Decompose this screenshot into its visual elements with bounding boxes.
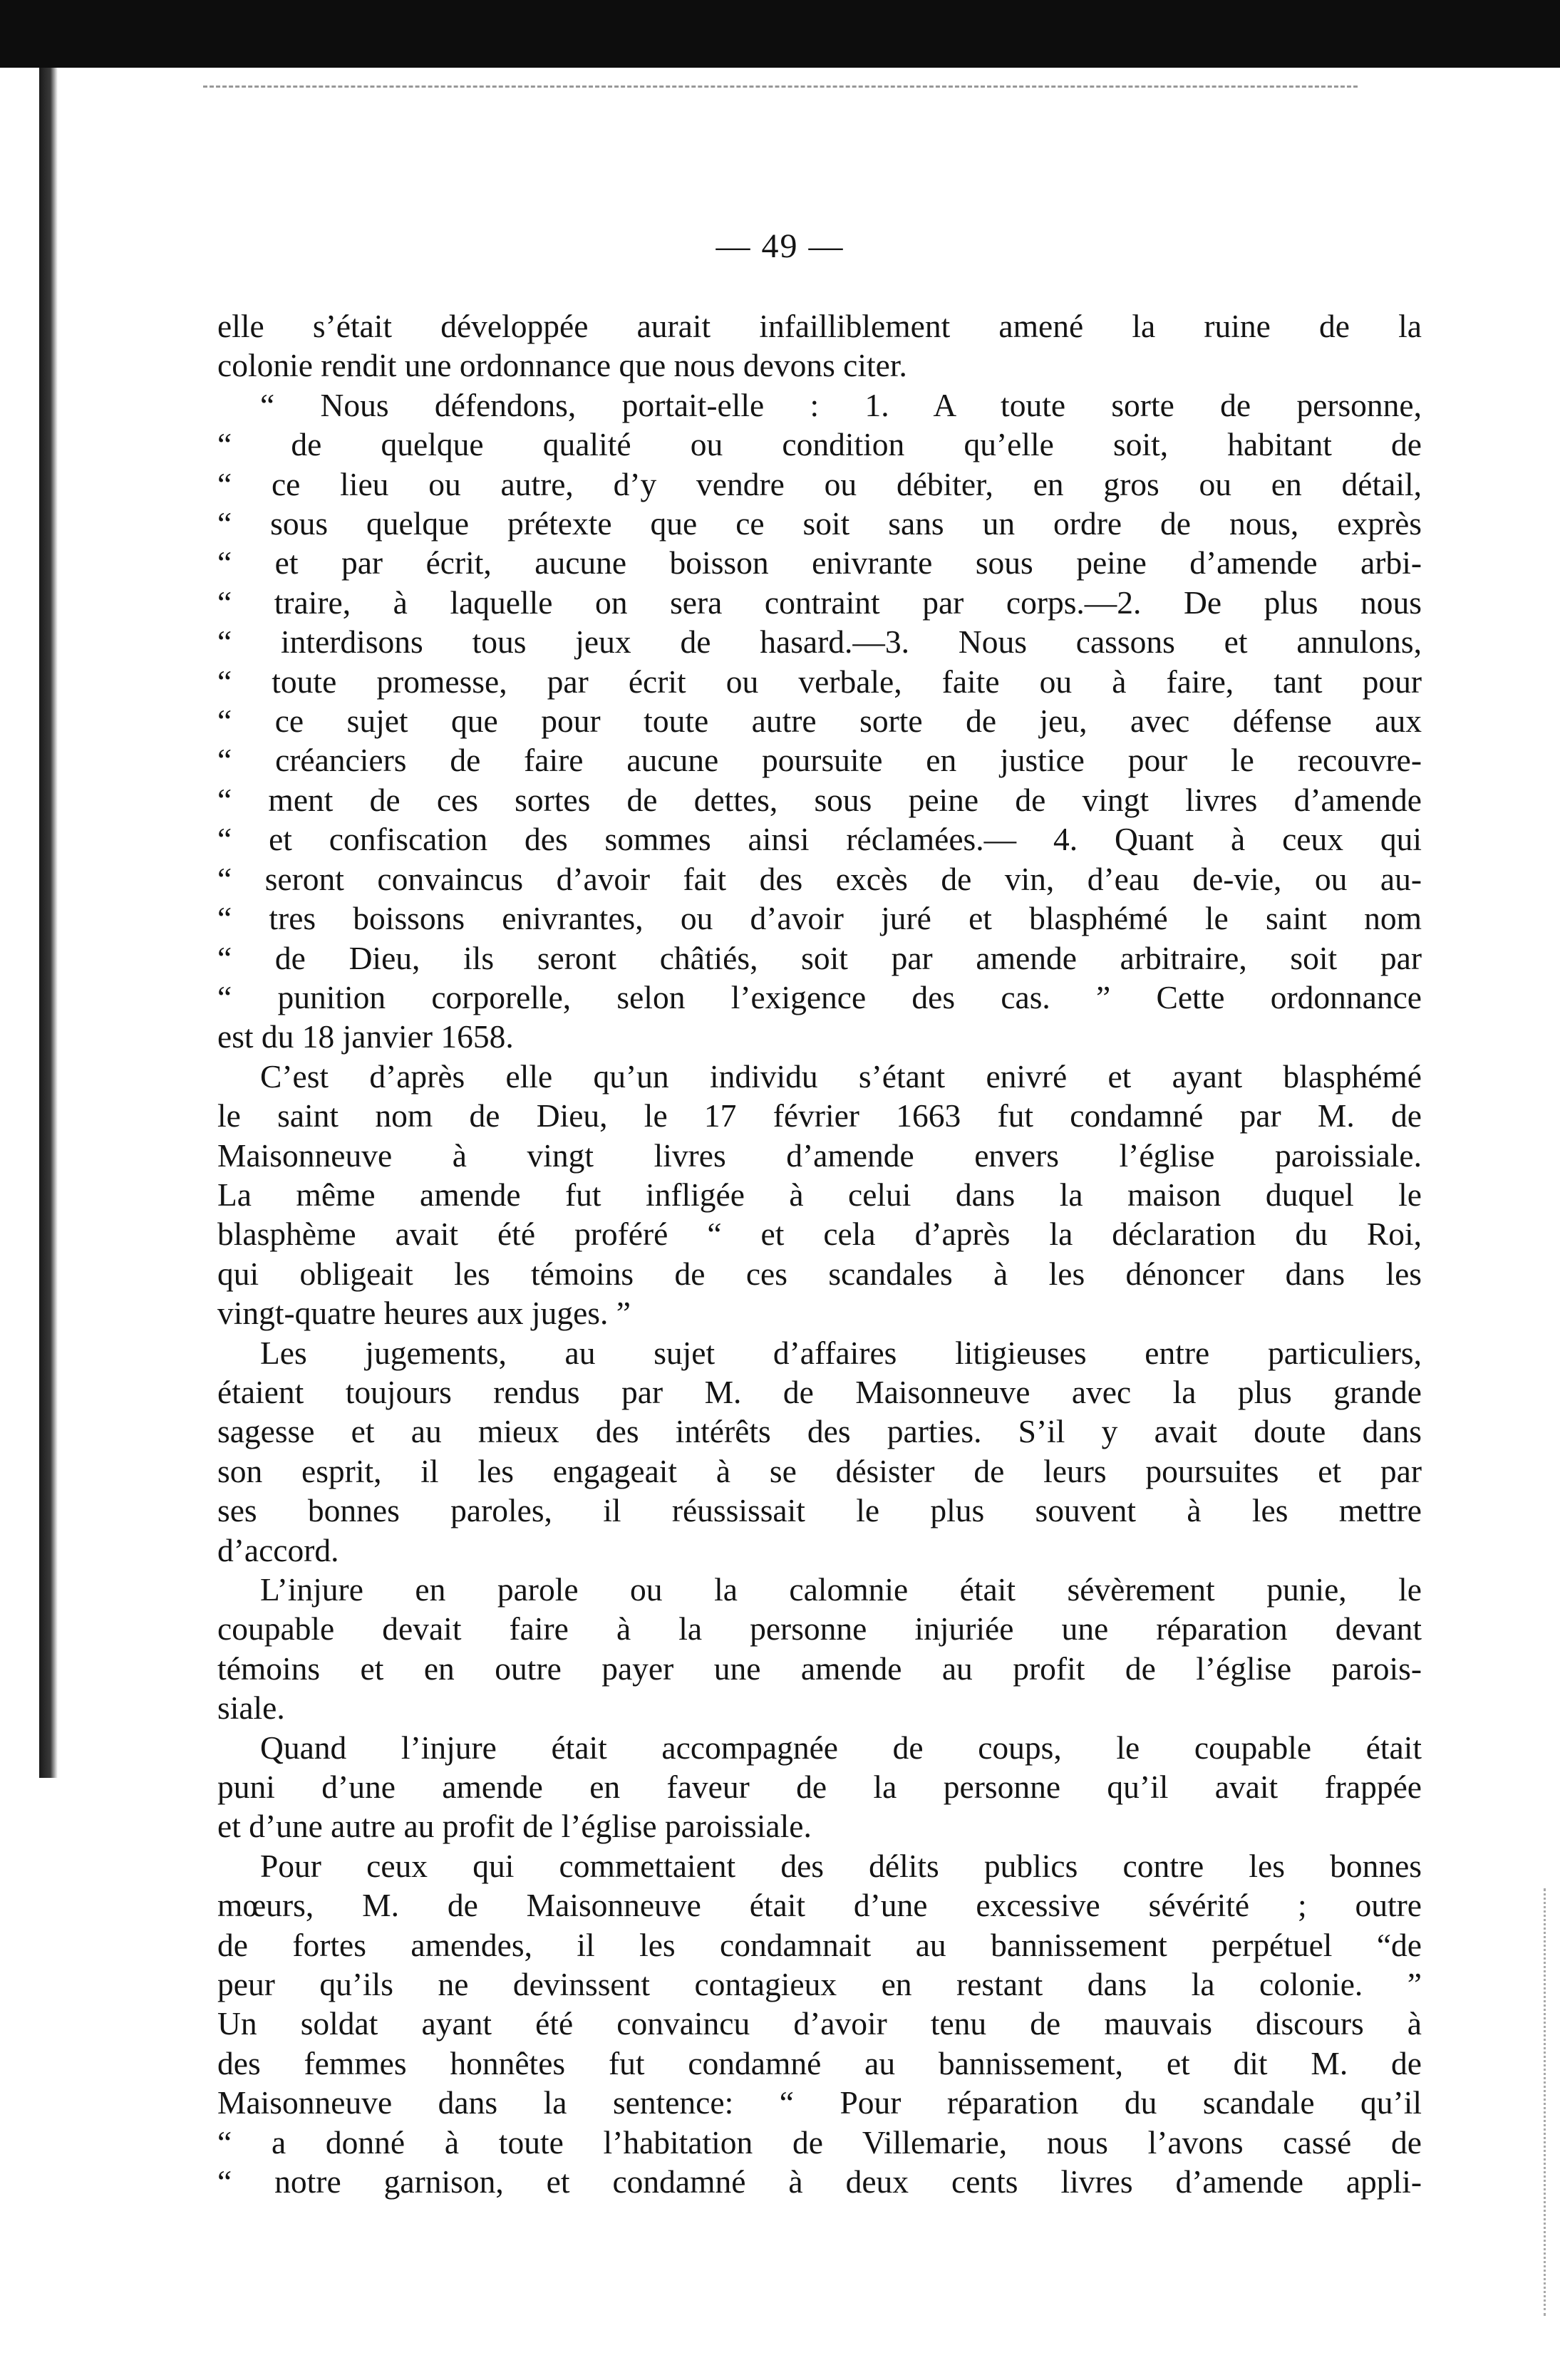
scan-artifact-line — [203, 86, 1358, 88]
text-line: “ punition corporelle, selon l’exigence des cas. ” Cette ordonnance — [217, 978, 1422, 1015]
text-line: “ et confiscation des sommes ainsi réclamées.— 4. Quant à ceux qui — [217, 821, 1422, 858]
text-line: “ et par écrit, aucune boisson enivrante sous peine d’amende arbi- — [217, 544, 1422, 581]
scan-artifact-right-edge — [1544, 1888, 1560, 2316]
text-line: “ ce lieu ou autre, d’y vendre ou débiter, en gros ou en détail, — [217, 465, 1422, 502]
text-line: de fortes amendes, il les condamnait au bannissement perpétuel “de — [217, 1926, 1422, 1963]
text-line: colonie rendit une ordonnance que nous devons citer. — [217, 347, 907, 384]
page-body-text — [217, 306, 1422, 2202]
text-line: et d’une autre au profit de l’église paroissiale. — [217, 1808, 812, 1845]
page-number: — 49 — — [716, 227, 844, 265]
text-line: “ ce sujet que pour toute autre sorte de jeu, avec défense aux — [217, 703, 1422, 740]
text-line: “ ment de ces sortes de dettes, sous peine de vingt livres d’amende — [217, 781, 1422, 818]
text-line: Quand l’injure était accompagnée de coups, le coupable était — [260, 1729, 1422, 1766]
text-line: “ seront convaincus d’avoir fait des excès de vin, d’eau de-vie, ou au- — [217, 860, 1422, 897]
text-line: coupable devait faire à la personne injuriée une réparation devant — [217, 1610, 1422, 1647]
text-line: qui obligeait les témoins de ces scandales à les dénoncer dans les — [217, 1255, 1422, 1292]
text-line: puni d’une amende en faveur de la personne qu’il avait frappée — [217, 1769, 1422, 1806]
text-line: Les jugements, au sujet d’affaires litigieuses entre particuliers, — [260, 1334, 1422, 1371]
text-line: des femmes honnêtes fut condamné au bannissement, et dit M. de — [217, 2044, 1422, 2081]
scan-border-left — [39, 68, 58, 1778]
text-line: “ a donné à toute l’habitation de Villemarie, nous l’avons cassé de — [217, 2123, 1422, 2161]
text-line: “ de Dieu, ils seront châtiés, soit par amende arbitraire, soit par — [217, 939, 1422, 976]
text-line: ses bonnes paroles, il réussissait le plus souvent à les mettre — [217, 1492, 1422, 1529]
text-line: “ sous quelque prétexte que ce soit sans un ordre de nous, exprès — [217, 505, 1422, 542]
text-line: “ toute promesse, par écrit ou verbale, faite ou à faire, tant pour — [217, 663, 1422, 700]
text-line: “ notre garnison, et condamné à deux cents livres d’amende appli- — [217, 2163, 1422, 2200]
text-line: Maisonneuve dans la sentence: “ Pour réparation du scandale qu’il — [217, 2084, 1422, 2121]
text-line: “ de quelque qualité ou condition qu’elle soit, habitant de — [217, 426, 1422, 463]
text-line: La même amende fut infligée à celui dans la maison duquel le — [217, 1176, 1422, 1213]
text-line: vingt-quatre heures aux juges. ” — [217, 1295, 631, 1332]
text-line: Un soldat ayant été convaincu d’avoir tenu de mauvais discours à — [217, 2005, 1422, 2042]
scan-border-top — [0, 0, 1560, 68]
text-line: Maisonneuve à vingt livres d’amende envers l’église paroissiale. — [217, 1137, 1422, 1174]
text-line: “ Nous défendons, portait-elle : 1. A toute sorte de personne, — [260, 386, 1422, 423]
text-line: “ traire, à laquelle on sera contraint par corps.—2. De plus nous — [217, 584, 1422, 621]
text-line: blasphème avait été proféré “ et cela d’après la déclaration du Roi, — [217, 1216, 1422, 1253]
text-line: le saint nom de Dieu, le 17 février 1663 fut condamné par M. de — [217, 1097, 1422, 1134]
text-line: étaient toujours rendus par M. de Maisonneuve avec la plus grande — [217, 1373, 1422, 1410]
text-line: mœurs, M. de Maisonneuve était d’une excessive sévérité ; outre — [217, 1887, 1422, 1924]
text-line: est du 18 janvier 1658. — [217, 1018, 514, 1055]
text-line: témoins et en outre payer une amende au profit de l’église parois- — [217, 1650, 1422, 1687]
text-line: d’accord. — [217, 1531, 339, 1568]
text-line: son esprit, il les engageait à se désister de leurs poursuites et par — [217, 1452, 1422, 1489]
text-line: elle s’était développée aurait infailliblement amené la ruine de la — [217, 308, 1422, 344]
text-line: C’est d’après elle qu’un individu s’étant enivré et ayant blasphémé — [260, 1057, 1422, 1095]
text-line: “ tres boissons enivrantes, ou d’avoir juré et blasphémé le saint nom — [217, 900, 1422, 937]
text-line: L’injure en parole ou la calomnie était sévèrement punie, le — [260, 1571, 1422, 1608]
text-line: peur qu’ils ne devinssent contagieux en restant dans la colonie. ” — [217, 1966, 1422, 2003]
text-line: sagesse et au mieux des intérêts des parties. S’il y avait doute dans — [217, 1413, 1422, 1450]
text-line: siale. — [217, 1690, 285, 1727]
text-line: Pour ceux qui commettaient des délits publics contre les bonnes — [260, 1847, 1422, 1884]
text-line: “ créanciers de faire aucune poursuite en justice pour le recouvre- — [217, 742, 1422, 779]
text-line: “ interdisons tous jeux de hasard.—3. Nous cassons et annulons, — [217, 624, 1422, 661]
